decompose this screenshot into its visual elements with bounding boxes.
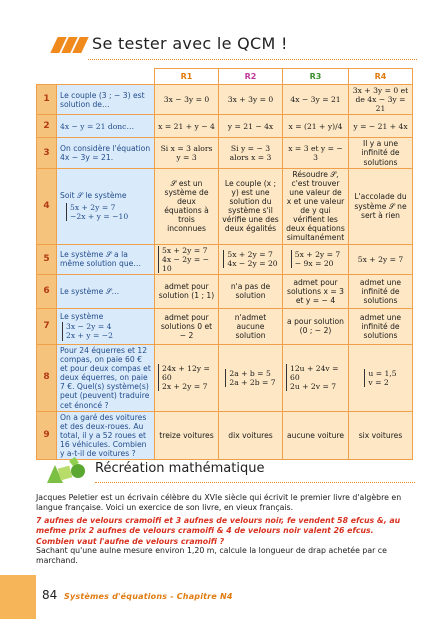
table-header-row <box>37 69 413 85</box>
column-header-r1: R1 <box>155 69 219 85</box>
system-equation: − 9x = 20 <box>294 259 334 269</box>
section-title: Se tester avec le QCM ! <box>92 34 288 53</box>
geometric-shapes-icon <box>45 455 90 485</box>
question-text <box>57 168 155 244</box>
answer-r4[interactable]: admet une infinité de solutions <box>349 308 413 344</box>
answer-r2[interactable]: n'a pas de solution <box>219 274 283 308</box>
old-french-problem: 7 aufnes de velours cramoifi et 3 aufnes de velours noir, fe vendent 58 efcus &, au mefme prix 2 aufnes de velours cramoifi & 4 de velours noir valent 26 efcus. Combien vaut l'aufne de velours cramoifi ? <box>36 516 401 546</box>
question-text: Le système 𝒮… <box>57 274 155 308</box>
question-text: Pour 24 équerres et 12 compas, on paie 60 € et pour deux compas et deux équerres, on paie 7 €. Quel(s) système(s) peut (peuvent) traduire cet énoncé ? <box>57 344 155 411</box>
table-row <box>37 244 413 274</box>
system-equation: 5x + 2y = 7 <box>227 250 273 260</box>
problem-question: Sachant qu'une aulne mesure environ 1,20 m, calcule la longueur de drap achetée par ce marchand. <box>36 546 387 566</box>
system-equation: 4x − 2y = − 10 <box>162 254 209 273</box>
column-header-r4: R4 <box>349 69 413 85</box>
system-brace <box>158 364 215 391</box>
answer-r1[interactable]: 3x − 3y = 0 <box>155 85 219 115</box>
question-number: 3 <box>37 138 57 168</box>
answer-r4[interactable] <box>349 344 413 411</box>
intro-paragraph: Jacques Peletier est un écrivain célèbre du XVIe siècle qui écrivit le premier livre d'algèbre en langue française. Voici un exercice de son livre, en vieux français. <box>36 493 402 513</box>
title-underline <box>88 59 417 60</box>
answer-r2[interactable]: 3x + 3y = 0 <box>219 85 283 115</box>
question-number: 8 <box>37 344 57 411</box>
system-brace <box>62 322 113 340</box>
answer-r2[interactable]: y = 21 − 4x <box>219 115 283 138</box>
answer-r4[interactable]: Il y a une infinité de solutions <box>349 138 413 168</box>
answer-r2[interactable]: Le couple (x ; y) est une solution du système s'il vérifie une des deux égalités <box>219 168 283 244</box>
answer-r4[interactable]: y = − 21 + 4x <box>349 115 413 138</box>
question-number: 7 <box>37 308 57 344</box>
answer-r4[interactable]: admet une infinité de solutions <box>349 274 413 308</box>
answer-r3[interactable]: Résoudre 𝒮, c'est trouver une valeur de x et une valeur de y qui vérifient les deux équations simultanément <box>283 168 349 244</box>
answer-r3[interactable]: admet pour solutions x = 3 et y = − 4 <box>283 274 349 308</box>
question-text: On a garé des voitures et des deux-roues. Au total, il y a 52 roues et 16 véhicules. Combien y a-t-il de voitures ? <box>57 411 155 460</box>
question-number: 6 <box>37 274 57 308</box>
answer-r3[interactable]: x = 3 et y = − 3 <box>283 138 349 168</box>
answer-r1[interactable]: admet pour solution (1 ; 1) <box>155 274 219 308</box>
question-number: 1 <box>37 85 57 115</box>
answer-r4[interactable]: L'accolade du système 𝒮 ne sert à rien <box>349 168 413 244</box>
system-equation: 2x + y = −2 <box>66 331 113 341</box>
answer-r3[interactable]: aucune voiture <box>283 411 349 460</box>
title-underline <box>95 482 415 483</box>
system-equation: 5x + 2y = 7 <box>294 250 341 260</box>
answer-r3[interactable] <box>283 344 349 411</box>
system-equation: 2x + 2y = 7 <box>162 382 208 392</box>
answer-r1[interactable]: admet pour solutions 0 et − 2 <box>155 308 219 344</box>
question-label: Le système <box>60 312 104 322</box>
answer-r3[interactable] <box>283 244 349 274</box>
question-text: On considère l'équation 4x − 3y = 21. <box>57 138 155 168</box>
question-number: 5 <box>37 244 57 274</box>
system-equation: 12u + 24v = 60 <box>290 364 339 383</box>
column-header-r2: R2 <box>219 69 283 85</box>
question-number: 9 <box>37 411 57 460</box>
answer-r2[interactable]: dix voitures <box>219 411 283 460</box>
system-brace <box>223 250 277 268</box>
question-text: 4x − y = 21 donc… <box>57 115 155 138</box>
question-text: Le système 𝒮 a la même solution que… <box>57 244 155 274</box>
answer-r4[interactable]: six voitures <box>349 411 413 460</box>
system-equation: u = 1,5 <box>368 368 397 378</box>
system-equation: 4x − 2y = 20 <box>227 259 278 269</box>
question-number: 2 <box>37 115 57 138</box>
system-brace <box>291 250 340 268</box>
answer-r1[interactable] <box>155 244 219 274</box>
table-row <box>37 411 413 460</box>
table-row <box>37 115 413 138</box>
answer-r1[interactable]: 𝒮 est un système de deux équations à trois inconnues <box>155 168 219 244</box>
chapter-label: Systèmes d'équations - Chapitre N4 <box>64 592 233 601</box>
answer-r3[interactable]: x = (21 + y)/4 <box>283 115 349 138</box>
recreation-title: Récréation mathématique <box>95 461 265 476</box>
answer-r2[interactable] <box>219 344 283 411</box>
question-number: 4 <box>37 168 57 244</box>
system-brace <box>158 246 215 273</box>
footer-bar <box>0 575 36 619</box>
answer-r3[interactable]: 4x − 3y = 21 <box>283 85 349 115</box>
system-equation: 5x + 2y = 7 <box>70 202 116 212</box>
system-brace <box>225 369 275 387</box>
system-equation: v = 2 <box>368 377 389 387</box>
table-row <box>37 344 413 411</box>
table-row <box>37 138 413 168</box>
answer-r2[interactable]: n'admet aucune solution <box>219 308 283 344</box>
system-equation: 2u + 2v = 7 <box>290 382 337 392</box>
system-equation: 3x − 2y = 4 <box>66 322 112 332</box>
system-equation: −2x + y = −10 <box>70 211 129 221</box>
answer-r1[interactable]: Si x = 3 alors y = 3 <box>155 138 219 168</box>
answer-r1[interactable]: x = 21 + y − 4 <box>155 115 219 138</box>
answer-r1[interactable]: treize voitures <box>155 411 219 460</box>
page-number: 84 <box>42 588 58 602</box>
answer-r1[interactable] <box>155 344 219 411</box>
system-equation: 2a + 2b = 7 <box>229 377 276 387</box>
question-text: Le couple (3 ; − 3) est solution de… <box>57 85 155 115</box>
table-row <box>37 85 413 115</box>
answer-r4[interactable]: 3x + 3y = 0 et de 4x − 3y = 21 <box>349 85 413 115</box>
answer-r3[interactable]: a pour solution (0 ; − 2) <box>283 308 349 344</box>
question-text <box>57 308 155 344</box>
table-row <box>37 168 413 244</box>
system-brace <box>364 369 396 387</box>
table-row <box>37 274 413 308</box>
answer-r4[interactable]: 5x + 2y = 7 <box>349 244 413 274</box>
system-brace <box>286 364 345 391</box>
answer-r2[interactable] <box>219 244 283 274</box>
qcm-table <box>36 68 413 460</box>
system-equation: 5x + 2y = 7 <box>162 245 208 255</box>
column-header-r3: R3 <box>283 69 349 85</box>
page-header <box>0 26 435 66</box>
system-brace <box>66 203 128 221</box>
system-equation: 2a + b = 5 <box>229 368 271 378</box>
question-label: Soit 𝒮 le système <box>60 191 127 201</box>
answer-r2[interactable]: Si y = − 3 alors x = 3 <box>219 138 283 168</box>
system-equation: 24x + 12y = 60 <box>162 364 210 383</box>
table-row <box>37 308 413 344</box>
